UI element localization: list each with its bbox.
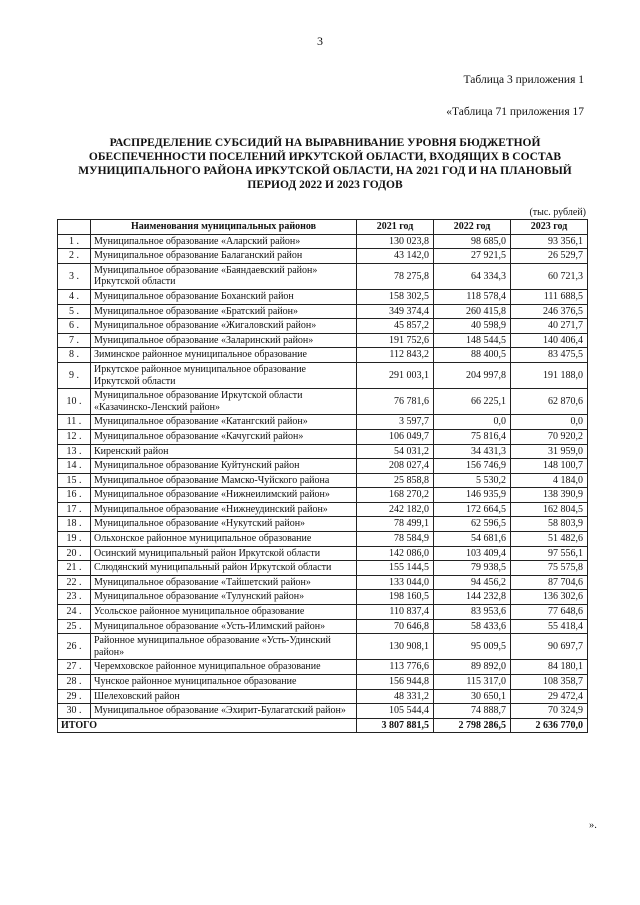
- table-row: [58, 546, 588, 561]
- table-row: [58, 429, 588, 444]
- value-2021: 142 086,0: [357, 546, 434, 561]
- value-2022: 30 650,1: [434, 689, 511, 704]
- value-2021: 76 781,6: [357, 389, 434, 415]
- district-name: Муниципальное образование «Баяндаевский район» Иркутской области: [91, 263, 357, 289]
- value-2023: 90 697,7: [511, 634, 588, 660]
- value-2023: 191 188,0: [511, 362, 588, 388]
- header-2022: 2022 год: [434, 220, 511, 235]
- table-row: [58, 234, 588, 249]
- row-number: 17 .: [58, 502, 91, 517]
- value-2021: 158 302,5: [357, 289, 434, 304]
- table-row: [58, 517, 588, 532]
- subsidy-table: [57, 219, 588, 733]
- value-2023: 77 648,6: [511, 605, 588, 620]
- district-name: Муниципальное образование Боханский район: [91, 289, 357, 304]
- table-row: [58, 488, 588, 503]
- district-name: Муниципальное образование Балаганский район: [91, 249, 357, 264]
- value-2023: 84 180,1: [511, 660, 588, 675]
- value-2022: 118 578,4: [434, 289, 511, 304]
- table-body: [58, 234, 588, 718]
- row-number: 12 .: [58, 429, 91, 444]
- table-row: [58, 389, 588, 415]
- row-number: 24 .: [58, 605, 91, 620]
- value-2021: 48 331,2: [357, 689, 434, 704]
- table-reference: «Таблица 71 приложения 17: [446, 106, 584, 118]
- district-name: Муниципальное образование «Жигаловский район»: [91, 319, 357, 334]
- total-2023: 2 636 770,0: [511, 718, 588, 733]
- district-name: Шелеховский район: [91, 689, 357, 704]
- table-row: [58, 348, 588, 363]
- table-header-row: [58, 220, 588, 235]
- value-2021: 208 027,4: [357, 459, 434, 474]
- value-2021: 105 544,4: [357, 704, 434, 719]
- value-2021: 198 160,5: [357, 590, 434, 605]
- row-number: 30 .: [58, 704, 91, 719]
- value-2021: 78 275,8: [357, 263, 434, 289]
- value-2021: 291 003,1: [357, 362, 434, 388]
- row-number: 20 .: [58, 546, 91, 561]
- value-2022: 27 921,5: [434, 249, 511, 264]
- value-2022: 89 892,0: [434, 660, 511, 675]
- value-2022: 115 317,0: [434, 675, 511, 690]
- value-2022: 58 433,6: [434, 619, 511, 634]
- row-number: 26 .: [58, 634, 91, 660]
- district-name: Муниципальное образование «Братский район»: [91, 304, 357, 319]
- header-2021: 2021 год: [357, 220, 434, 235]
- row-number: 16 .: [58, 488, 91, 503]
- value-2021: 106 049,7: [357, 429, 434, 444]
- row-number: 5 .: [58, 304, 91, 319]
- title-line: ОБЕСПЕЧЕННОСТИ ПОСЕЛЕНИЙ ИРКУТСКОЙ ОБЛАСТИ, ВХОДЯЩИХ В СОСТАВ: [88, 151, 562, 163]
- table-row: [58, 575, 588, 590]
- district-name: Усольское районное муниципальное образование: [91, 605, 357, 620]
- value-2022: 62 596,5: [434, 517, 511, 532]
- table-row: [58, 362, 588, 388]
- district-name: Муниципальное образование «Тулунский район»: [91, 590, 357, 605]
- document-title: [70, 136, 580, 192]
- table-row: [58, 689, 588, 704]
- value-2023: 75 575,8: [511, 561, 588, 576]
- value-2023: 40 271,7: [511, 319, 588, 334]
- value-2022: 54 681,6: [434, 532, 511, 547]
- value-2021: 3 597,7: [357, 415, 434, 430]
- row-number: 2 .: [58, 249, 91, 264]
- value-2023: 70 920,2: [511, 429, 588, 444]
- value-2023: 136 302,6: [511, 590, 588, 605]
- value-2021: 110 837,4: [357, 605, 434, 620]
- row-number: 7 .: [58, 333, 91, 348]
- table-row: [58, 502, 588, 517]
- table-row: [58, 605, 588, 620]
- value-2022: 94 456,2: [434, 575, 511, 590]
- value-2021: 43 142,0: [357, 249, 434, 264]
- row-number: 27 .: [58, 660, 91, 675]
- table-row: [58, 704, 588, 719]
- value-2023: 148 100,7: [511, 459, 588, 474]
- table-row: [58, 473, 588, 488]
- value-2022: 83 953,6: [434, 605, 511, 620]
- district-name: Зиминское районное муниципальное образование: [91, 348, 357, 363]
- table-row: [58, 333, 588, 348]
- header-number: [58, 220, 91, 235]
- value-2021: 78 499,1: [357, 517, 434, 532]
- value-2021: 242 182,0: [357, 502, 434, 517]
- value-2023: 111 688,5: [511, 289, 588, 304]
- closing-mark: ».: [589, 820, 597, 831]
- value-2022: 148 544,5: [434, 333, 511, 348]
- table-row: [58, 590, 588, 605]
- row-number: 13 .: [58, 444, 91, 459]
- value-2021: 130 023,8: [357, 234, 434, 249]
- value-2022: 75 816,4: [434, 429, 511, 444]
- value-2023: 62 870,6: [511, 389, 588, 415]
- total-label: ИТОГО: [58, 718, 357, 733]
- value-2023: 4 184,0: [511, 473, 588, 488]
- row-number: 22 .: [58, 575, 91, 590]
- row-number: 29 .: [58, 689, 91, 704]
- value-2023: 55 418,4: [511, 619, 588, 634]
- header-name: Наименования муниципальных районов: [91, 220, 357, 235]
- value-2023: 29 472,4: [511, 689, 588, 704]
- header-2023: 2023 год: [511, 220, 588, 235]
- table-row: [58, 619, 588, 634]
- value-2021: 45 857,2: [357, 319, 434, 334]
- district-name: Районное муниципальное образование «Усть-Удинский район»: [91, 634, 357, 660]
- value-2021: 78 584,9: [357, 532, 434, 547]
- value-2021: 349 374,4: [357, 304, 434, 319]
- district-name: Слюдянский муниципальный район Иркутской области: [91, 561, 357, 576]
- table-row: [58, 263, 588, 289]
- value-2023: 26 529,7: [511, 249, 588, 264]
- table-row: [58, 459, 588, 474]
- unit-label: (тыс. рублей): [529, 207, 586, 218]
- district-name: Муниципальное образование «Аларский район»: [91, 234, 357, 249]
- district-name: Муниципальное образование «Нукутский район»: [91, 517, 357, 532]
- row-number: 21 .: [58, 561, 91, 576]
- page-number: 3: [317, 34, 323, 48]
- table-row: [58, 415, 588, 430]
- row-number: 6 .: [58, 319, 91, 334]
- value-2021: 70 646,8: [357, 619, 434, 634]
- table-row: [58, 249, 588, 264]
- row-number: 11 .: [58, 415, 91, 430]
- row-number: 23 .: [58, 590, 91, 605]
- value-2022: 98 685,0: [434, 234, 511, 249]
- row-number: 28 .: [58, 675, 91, 690]
- value-2022: 79 938,5: [434, 561, 511, 576]
- row-number: 25 .: [58, 619, 91, 634]
- district-name: Чунское районное муниципальное образование: [91, 675, 357, 690]
- district-name: Муниципальное образование «Нижнеилимский район»: [91, 488, 357, 503]
- value-2021: 156 944,8: [357, 675, 434, 690]
- value-2022: 66 225,1: [434, 389, 511, 415]
- table-row: [58, 660, 588, 675]
- value-2022: 74 888,7: [434, 704, 511, 719]
- value-2022: 40 598,9: [434, 319, 511, 334]
- district-name: Муниципальное образование «Эхирит-Булагатский район»: [91, 704, 357, 719]
- value-2021: 133 044,0: [357, 575, 434, 590]
- value-2022: 156 746,9: [434, 459, 511, 474]
- district-name: Муниципальное образование Иркутской области «Казачинско-Ленский район»: [91, 389, 357, 415]
- appendix-reference: Таблица 3 приложения 1: [463, 74, 584, 86]
- value-2021: 54 031,2: [357, 444, 434, 459]
- title-line: РАСПРЕДЕЛЕНИЕ СУБСИДИЙ НА ВЫРАВНИВАНИЕ УРОВНЯ БЮДЖЕТНОЙ: [109, 137, 541, 149]
- table-row: [58, 675, 588, 690]
- row-number: 14 .: [58, 459, 91, 474]
- row-number: 15 .: [58, 473, 91, 488]
- district-name: Муниципальное образование «Катангский район»: [91, 415, 357, 430]
- district-name: Муниципальное образование Куйтунский район: [91, 459, 357, 474]
- value-2022: 34 431,3: [434, 444, 511, 459]
- value-2023: 93 356,1: [511, 234, 588, 249]
- row-number: 8 .: [58, 348, 91, 363]
- value-2022: 5 530,2: [434, 473, 511, 488]
- value-2021: 168 270,2: [357, 488, 434, 503]
- district-name: Муниципальное образование Мамско-Чуйского района: [91, 473, 357, 488]
- value-2022: 146 935,9: [434, 488, 511, 503]
- value-2023: 83 475,5: [511, 348, 588, 363]
- table-row: [58, 561, 588, 576]
- value-2021: 155 144,5: [357, 561, 434, 576]
- district-name: Муниципальное образование «Качугский район»: [91, 429, 357, 444]
- value-2022: 144 232,8: [434, 590, 511, 605]
- total-2022: 2 798 286,5: [434, 718, 511, 733]
- table-row: [58, 532, 588, 547]
- value-2022: 64 334,3: [434, 263, 511, 289]
- row-number: 18 .: [58, 517, 91, 532]
- value-2022: 0,0: [434, 415, 511, 430]
- value-2022: 95 009,5: [434, 634, 511, 660]
- row-number: 3 .: [58, 263, 91, 289]
- value-2023: 162 804,5: [511, 502, 588, 517]
- table-row: [58, 289, 588, 304]
- value-2022: 103 409,4: [434, 546, 511, 561]
- table-row: [58, 319, 588, 334]
- total-row: [58, 718, 588, 733]
- value-2021: 191 752,6: [357, 333, 434, 348]
- district-name: Муниципальное образование «Тайшетский район»: [91, 575, 357, 590]
- row-number: 10 .: [58, 389, 91, 415]
- value-2021: 130 908,1: [357, 634, 434, 660]
- district-name: Муниципальное образование «Нижнеудинский район»: [91, 502, 357, 517]
- district-name: Ольхонское районное муниципальное образование: [91, 532, 357, 547]
- value-2023: 31 959,0: [511, 444, 588, 459]
- district-name: Муниципальное образование «Усть-Илимский район»: [91, 619, 357, 634]
- district-name: Осинский муниципальный район Иркутской области: [91, 546, 357, 561]
- value-2022: 172 664,5: [434, 502, 511, 517]
- value-2023: 108 358,7: [511, 675, 588, 690]
- table-row: [58, 304, 588, 319]
- value-2023: 140 406,4: [511, 333, 588, 348]
- table-row: [58, 634, 588, 660]
- value-2023: 70 324,9: [511, 704, 588, 719]
- row-number: 19 .: [58, 532, 91, 547]
- title-line: МУНИЦИПАЛЬНОГО РАЙОНА ИРКУТСКОЙ ОБЛАСТИ, НА 2021 ГОД И НА ПЛАНОВЫЙ: [78, 165, 572, 177]
- district-name: Киренский район: [91, 444, 357, 459]
- row-number: 1 .: [58, 234, 91, 249]
- table-row: [58, 444, 588, 459]
- value-2021: 113 776,6: [357, 660, 434, 675]
- value-2023: 60 721,3: [511, 263, 588, 289]
- value-2023: 246 376,5: [511, 304, 588, 319]
- title-line: ПЕРИОД 2022 И 2023 ГОДОВ: [247, 179, 403, 191]
- value-2023: 87 704,6: [511, 575, 588, 590]
- value-2021: 25 858,8: [357, 473, 434, 488]
- value-2022: 88 400,5: [434, 348, 511, 363]
- value-2023: 58 803,9: [511, 517, 588, 532]
- district-name: Иркутское районное муниципальное образование Иркутской области: [91, 362, 357, 388]
- value-2023: 0,0: [511, 415, 588, 430]
- value-2023: 51 482,6: [511, 532, 588, 547]
- total-2021: 3 807 881,5: [357, 718, 434, 733]
- value-2022: 260 415,8: [434, 304, 511, 319]
- value-2022: 204 997,8: [434, 362, 511, 388]
- row-number: 4 .: [58, 289, 91, 304]
- value-2021: 112 843,2: [357, 348, 434, 363]
- district-name: Черемховское районное муниципальное образование: [91, 660, 357, 675]
- row-number: 9 .: [58, 362, 91, 388]
- district-name: Муниципальное образование «Заларинский район»: [91, 333, 357, 348]
- value-2023: 138 390,9: [511, 488, 588, 503]
- value-2023: 97 556,1: [511, 546, 588, 561]
